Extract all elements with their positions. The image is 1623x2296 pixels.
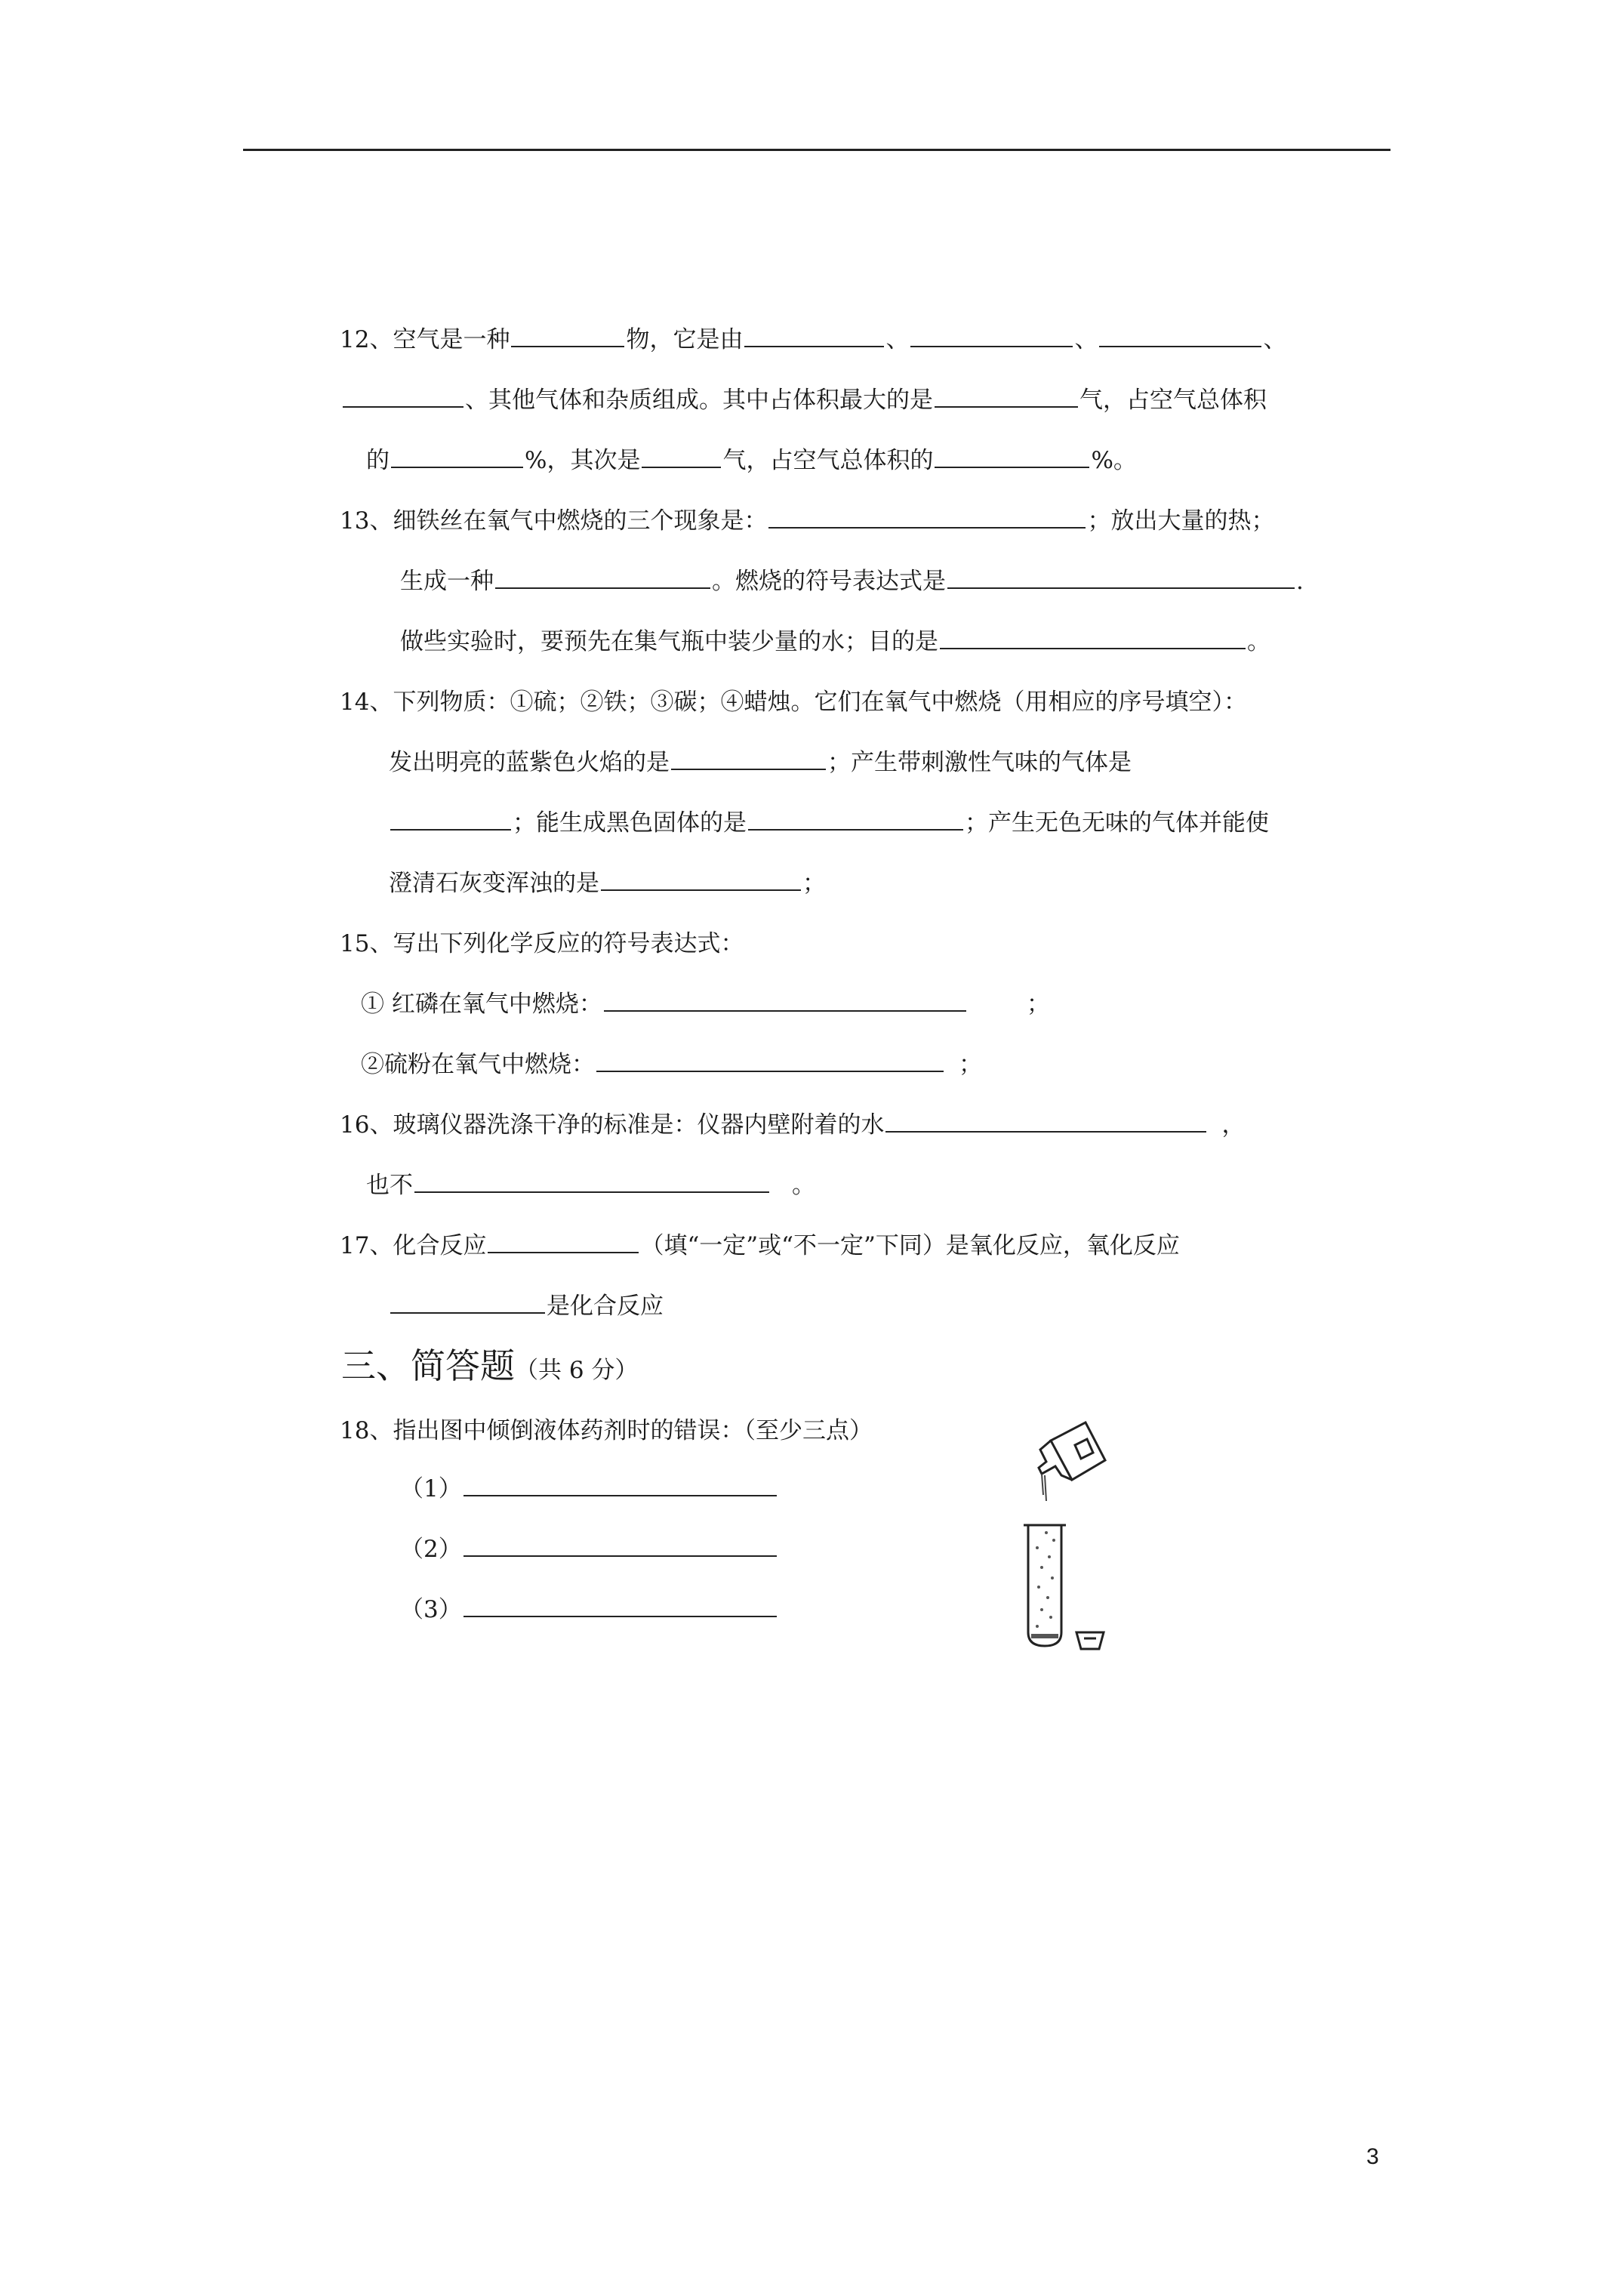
answer-blank[interactable] xyxy=(910,325,1073,347)
page-number: 3 xyxy=(1366,2144,1379,2169)
q14-line3: ；能生成黑色固体的是 ；产生无色无味的气体并能使 xyxy=(389,808,1269,838)
answer-blank[interactable] xyxy=(748,808,963,831)
reagent-bottle-icon xyxy=(1039,1422,1105,1480)
q12-line2: 、其他气体和杂质组成。其中占体积最大的是 气，占空气总体积 xyxy=(341,385,1267,415)
answer-blank[interactable] xyxy=(488,1231,639,1253)
splashed-liquid-icon xyxy=(1031,1531,1058,1638)
test-tube-icon xyxy=(1024,1525,1066,1646)
answer-blank[interactable] xyxy=(642,445,721,468)
q14-line2: 发出明亮的蓝紫色火焰的是 ；产生带刺激性气味的气体是 xyxy=(389,749,1132,776)
q17-line1: 17、化合反应 （填“一定”或“不一定”下同）是氧化反应，氧化反应 xyxy=(340,1232,1180,1259)
q12-line1: 12、空气是一种 物，它是由 、 、 、 xyxy=(340,326,1287,353)
q15-line3: ②硫粉在氧气中燃烧： ； xyxy=(361,1051,982,1078)
answer-blank[interactable] xyxy=(511,325,624,347)
header-rule xyxy=(243,149,1390,151)
q13-line3: 做些实验时，要预先在集气瓶中装少量的水；目的是 。 xyxy=(400,628,1270,655)
answer-blank[interactable] xyxy=(885,1110,1206,1133)
stopper-icon xyxy=(1076,1632,1104,1649)
q16-line2: 也不 。 xyxy=(366,1172,815,1199)
q18-prompt: 18、指出图中倾倒液体药剂时的错误：（至少三点） xyxy=(340,1417,873,1444)
answer-blank[interactable] xyxy=(671,747,826,770)
answer-blank[interactable] xyxy=(744,325,884,347)
q13-line1: 13、细铁丝在氧气中燃烧的三个现象是： ；放出大量的热； xyxy=(340,507,1275,535)
answer-blank[interactable] xyxy=(463,1474,777,1496)
q18-item-2: （2） xyxy=(400,1534,778,1564)
answer-blank[interactable] xyxy=(495,566,710,589)
answer-blank[interactable] xyxy=(463,1595,777,1617)
q13-line2: 生成一种 。燃烧的符号表达式是 . xyxy=(400,568,1304,595)
pouring-liquid-figure xyxy=(1012,1419,1132,1661)
answer-blank[interactable] xyxy=(1099,325,1261,347)
answer-blank[interactable] xyxy=(935,445,1089,468)
answer-blank[interactable] xyxy=(343,385,463,408)
answer-blank[interactable] xyxy=(390,808,511,831)
section-title: 三、简答题（共 6 分） xyxy=(341,1345,639,1386)
q14-line1: 14、下列物质：①硫；②铁；③碳；④蜡烛。它们在氧气中燃烧（用相应的序号填空）： xyxy=(340,689,1247,716)
answer-blank[interactable] xyxy=(414,1170,769,1193)
liquid-drops-icon xyxy=(1042,1474,1046,1501)
q16-line1: 16、玻璃仪器洗涤干净的标准是：仪器内壁附着的水 ， xyxy=(340,1111,1246,1139)
answer-blank[interactable] xyxy=(596,1049,944,1072)
q18-item-1: （1） xyxy=(400,1474,778,1504)
q12-line3: 的 %，其次是 气，占空气总体积的 %。 xyxy=(366,447,1137,474)
q15-line1: 15、写出下列化学反应的符号表达式： xyxy=(340,930,744,957)
q15-line2: ① 红磷在氧气中燃烧： ； xyxy=(361,991,1050,1018)
answer-blank[interactable] xyxy=(390,1291,545,1314)
answer-blank[interactable] xyxy=(768,506,1086,529)
q18-item-3: （3） xyxy=(400,1595,778,1625)
q14-line4: 澄清石灰变浑浊的是 ； xyxy=(389,870,826,897)
answer-blank[interactable] xyxy=(940,627,1246,649)
answer-blank[interactable] xyxy=(935,385,1078,408)
q17-line2: 是化合反应 xyxy=(389,1291,664,1321)
answer-blank[interactable] xyxy=(601,868,801,891)
answer-blank[interactable] xyxy=(947,566,1295,589)
answer-blank[interactable] xyxy=(463,1534,777,1557)
answer-blank[interactable] xyxy=(391,445,523,468)
answer-blank[interactable] xyxy=(604,989,966,1012)
